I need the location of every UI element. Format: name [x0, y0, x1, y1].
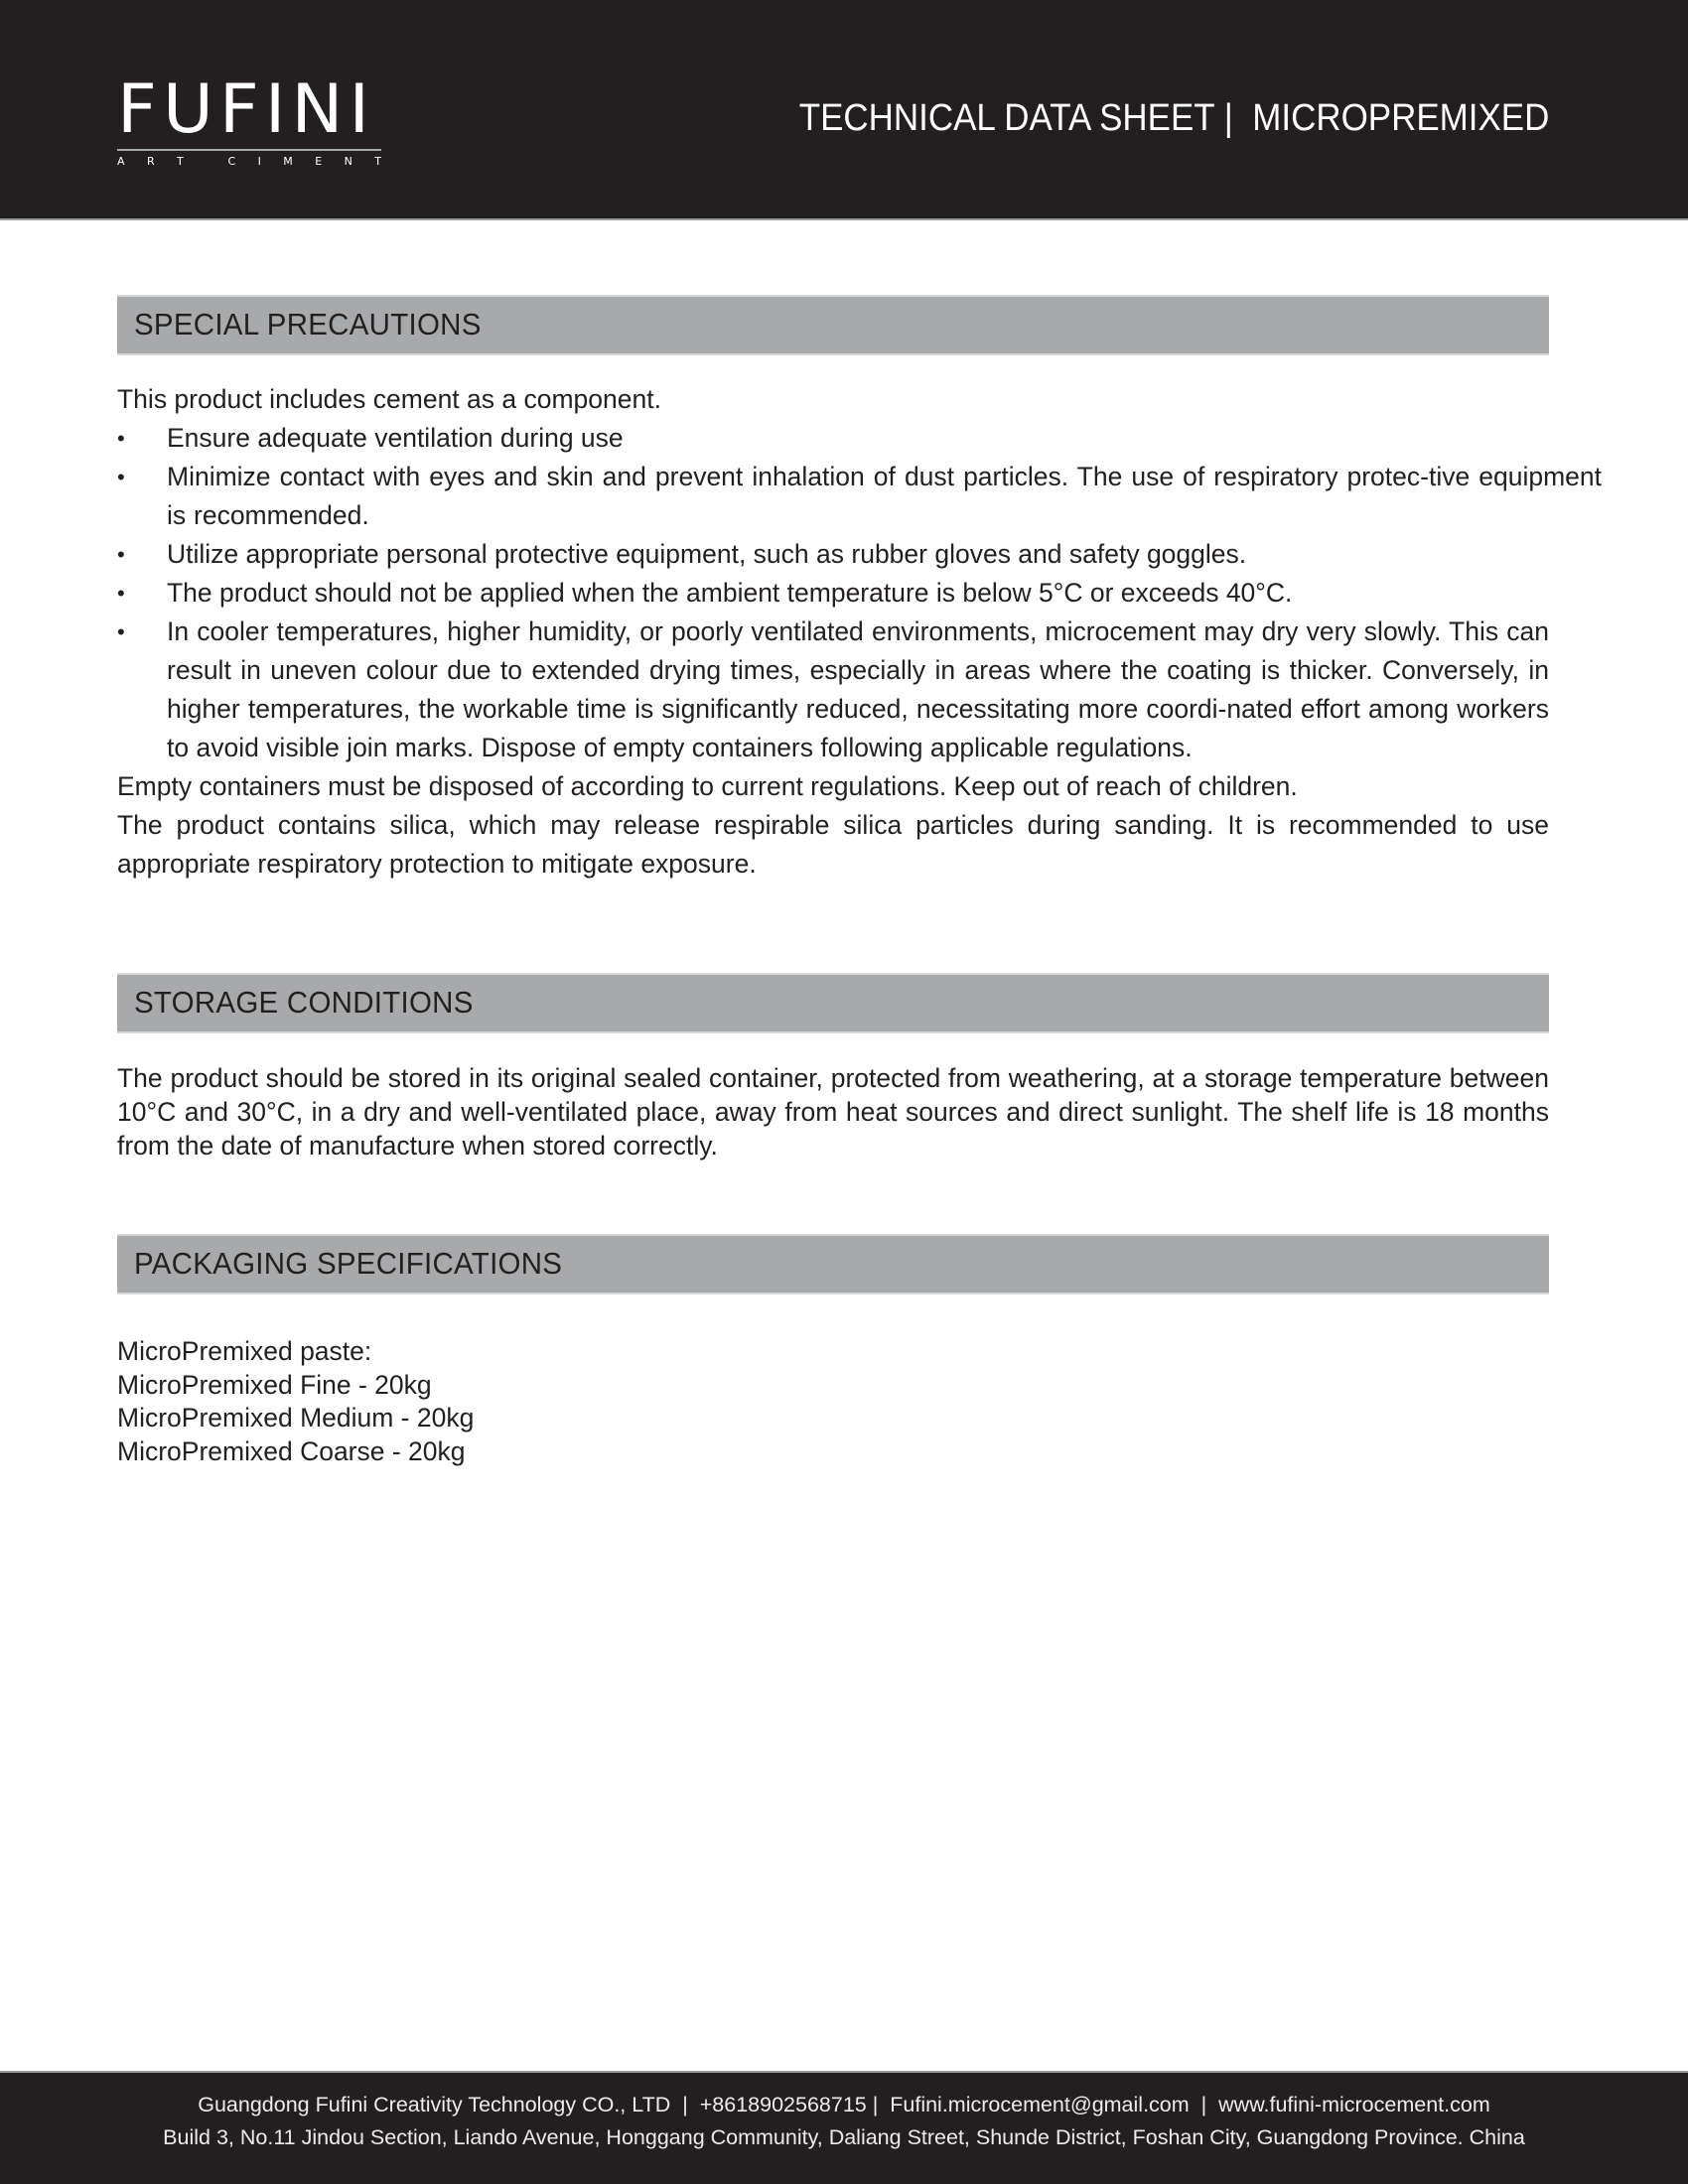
logo-tagline-letter: T [374, 155, 381, 168]
logo-tagline-letter: N [344, 155, 352, 168]
list-item [117, 535, 1549, 574]
list-item [117, 613, 1549, 767]
logo-tagline-letter: T [177, 155, 184, 168]
list-item-text: Minimize contact with eyes and skin and prevent inhalation of dust particles. The use of respiratory protec-tive equipment is recommended. [167, 462, 1602, 530]
precautions-silica-note: The product contains silica, which may release respirable silica particles during sanding. It is recommended to use appropriate respiratory protection to mitigate exposure. [117, 810, 1549, 879]
section-header-precautions [117, 295, 1549, 355]
page-header [0, 0, 1688, 220]
list-item-text: Utilize appropriate personal protective equipment, such as rubber gloves and safety goggles. [167, 539, 1247, 569]
list-item-text: Ensure adequate ventilation during use [167, 423, 624, 453]
section-title: STORAGE CONDITIONS [134, 985, 474, 1020]
section-header-packaging [117, 1234, 1549, 1295]
packaging-item: MicroPremixed Coarse - 20kg [117, 1435, 466, 1466]
packaging-item: MicroPremixed Fine - 20kg [117, 1369, 432, 1400]
packaging-item: MicroPremixed paste: [117, 1336, 372, 1366]
list-item-text: The product should not be applied when the ambient temperature is below 5°C or exceeds 40°C. [167, 578, 1293, 608]
section-title: SPECIAL PRECAUTIONS [134, 307, 482, 341]
logo-tagline-letter: I [257, 155, 261, 168]
precautions-intro: This product includes cement as a component. [117, 384, 661, 414]
footer-address-line: Build 3, No.11 Jindou Section, Liando Avenue, Honggang Community, Daliang Street, Shunde District, Foshan City, Guangdong Province. China [163, 2125, 1525, 2149]
precautions-disposal-note: Empty containers must be disposed of according to current regulations. Keep out of reach of children. [117, 771, 1298, 801]
section-header-storage [117, 973, 1549, 1033]
packaging-item: MicroPremixed Medium - 20kg [117, 1403, 475, 1433]
list-item [117, 419, 1549, 458]
precautions-content [117, 380, 1602, 884]
section-title: PACKAGING SPECIFICATIONS [134, 1246, 563, 1281]
footer-contact-line: Guangdong Fufini Creativity Technology CO., LTD | +8618902568715 | Fufini.microcement@gmail.com | www.fufini-microcement.com [198, 2093, 1490, 2116]
logo-tagline-letter: A [117, 155, 125, 168]
logo-tagline [117, 155, 381, 168]
bullet-icon: • [117, 542, 125, 567]
logo-tagline-letter: C [227, 155, 236, 168]
bullet-icon: • [117, 465, 125, 489]
logo-tagline-letter: E [315, 155, 323, 168]
storage-text: The product should be stored in its original sealed container, protected from weathering, at a storage temperature between 10°C and 30°C, in a dry and well-ventilated place, away from heat sources and direct sunlight. The shelf life is 18 months from the date of manufacture when stored correctly. [117, 1063, 1549, 1160]
logo-wordmark: FUFINI [117, 70, 376, 149]
document-title: TECHNICAL DATA SHEET | MICROPREMIXED [798, 97, 1549, 139]
logo-divider [117, 149, 381, 151]
page-footer [0, 2071, 1688, 2184]
packaging-list [117, 1335, 1549, 1468]
list-item-text: In cooler temperatures, higher humidity, or poorly ventilated environments, microcement may dry very slowly. This can result in uneven colour due to extended drying times, especially in areas where the coating is thicker. Conversely, in higher temperatures, the workable time is significantly reduced, necessitating more coordi-nated effort among workers to avoid visible join marks. Dispose of empty containers following applicable regulations. [167, 616, 1549, 762]
list-item [117, 574, 1549, 613]
bullet-icon: • [117, 581, 125, 606]
bullet-icon: • [117, 619, 125, 644]
logo-tagline-letter: M [283, 155, 293, 168]
list-item [117, 458, 1602, 535]
logo-tagline-letter: R [146, 155, 155, 168]
fufini-logo [117, 70, 383, 168]
bullet-icon: • [117, 426, 125, 451]
